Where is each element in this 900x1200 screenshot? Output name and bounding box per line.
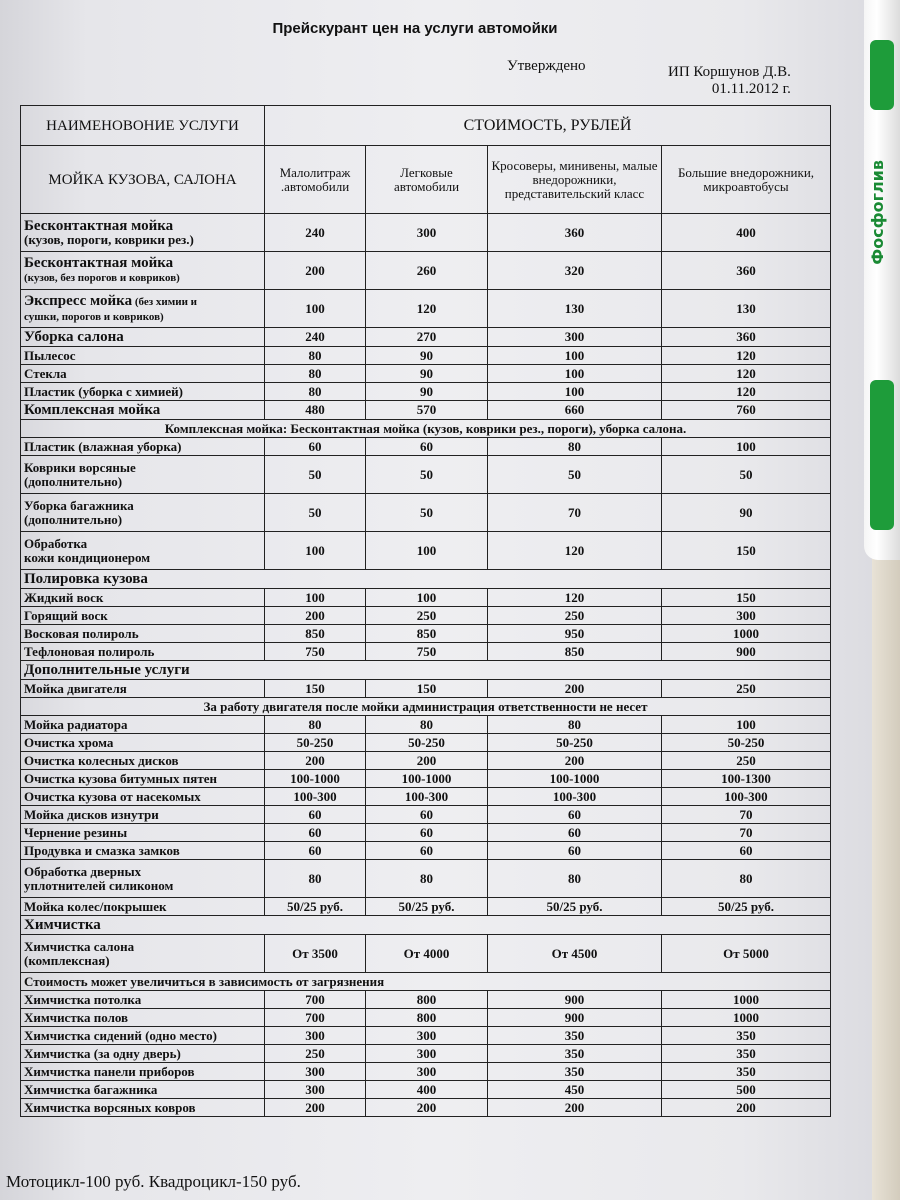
table-row <box>21 401 831 420</box>
service-detail: (кузов, без порогов и ковриков) <box>24 272 180 284</box>
table-row <box>21 806 831 824</box>
price-cell: 1000 <box>662 1009 831 1027</box>
price-cell: 120 <box>366 290 488 328</box>
price-cell: 100-1000 <box>265 770 366 788</box>
service-name <box>21 607 265 625</box>
price-cell: 360 <box>488 214 662 252</box>
service-title: Бесконтактная мойка <box>24 255 174 271</box>
table-row <box>21 1099 831 1117</box>
price-cell: От 5000 <box>662 935 831 973</box>
price-cell: 50/25 руб. <box>662 898 831 916</box>
price-cell: 200 <box>265 752 366 770</box>
price-cell: 50 <box>265 494 366 532</box>
price-cell: 50/25 руб. <box>265 898 366 916</box>
service-title: Химчистка панели приборов <box>24 1063 195 1079</box>
service-name <box>21 456 265 494</box>
service-name <box>21 734 265 752</box>
price-cell: 300 <box>265 1081 366 1099</box>
price-cell: 60 <box>265 438 366 456</box>
price-cell: 100-1000 <box>488 770 662 788</box>
pen <box>864 0 900 560</box>
service-detail: кожи кондиционером <box>24 549 151 565</box>
table-note: Стоимость может увеличиться в зависимость от загрязнения <box>21 973 831 991</box>
price-cell: 200 <box>488 752 662 770</box>
wash-section-header: МОЙКА КУЗОВА, САЛОНА <box>21 146 265 214</box>
table-row <box>21 290 831 328</box>
service-title: Горящий воск <box>24 607 108 623</box>
service-detail: (дополнительно) <box>24 511 123 527</box>
price-cell: 50-250 <box>265 734 366 752</box>
service-title: Восковая полироль <box>24 625 139 641</box>
price-cell: 50/25 руб. <box>488 898 662 916</box>
price-cell: 660 <box>488 401 662 420</box>
service-title: Очистка кузова от насекомых <box>24 788 201 804</box>
price-cell: 500 <box>662 1081 831 1099</box>
table-row <box>21 788 831 806</box>
price-cell: 300 <box>662 607 831 625</box>
table-note: Комплексная мойка: Бесконтактная мойка (кузов, коврики рез., пороги), уборка салона. <box>21 420 831 438</box>
price-cell: 240 <box>265 328 366 347</box>
approved-label: Утверждено <box>507 58 586 74</box>
price-cell: 270 <box>366 328 488 347</box>
section-row <box>21 916 831 935</box>
price-cell: 120 <box>488 589 662 607</box>
price-cell: 80 <box>265 716 366 734</box>
price-cell: 100-1000 <box>366 770 488 788</box>
service-title: Чернение резины <box>24 824 128 840</box>
price-cell: 100-300 <box>662 788 831 806</box>
section-title: Дополнительные услуги <box>21 661 831 680</box>
price-cell: 80 <box>265 365 366 383</box>
price-cell: 300 <box>265 1063 366 1081</box>
service-title: Пластик (влажная уборка) <box>24 438 182 454</box>
table-row <box>21 383 831 401</box>
price-cell: 300 <box>366 214 488 252</box>
price-cell: 570 <box>366 401 488 420</box>
price-cell: 400 <box>662 214 831 252</box>
price-cell: 60 <box>488 824 662 842</box>
price-cell: 300 <box>488 328 662 347</box>
price-cell: 50 <box>366 494 488 532</box>
table-row <box>21 991 831 1009</box>
table-row <box>21 935 831 973</box>
price-cell: 80 <box>488 438 662 456</box>
price-cell: 900 <box>662 643 831 661</box>
price-cell: 100 <box>265 589 366 607</box>
price-cell: 120 <box>662 383 831 401</box>
price-cell: 950 <box>488 625 662 643</box>
service-detail: (кузов, пороги, коврики рез.) <box>24 231 194 247</box>
service-title: Химчистка салона <box>24 938 135 954</box>
price-cell: 1000 <box>662 625 831 643</box>
category-small-cars: Малолитраж .автомобили <box>265 146 366 214</box>
price-cell: 100 <box>488 347 662 365</box>
price-cell: 480 <box>265 401 366 420</box>
service-name <box>21 824 265 842</box>
footer-note: Мотоцикл-100 руб. Квадроцикл-150 руб. <box>6 1172 301 1191</box>
price-cell: 70 <box>488 494 662 532</box>
price-cell: 200 <box>265 607 366 625</box>
price-cell: 60 <box>265 824 366 842</box>
price-cell: 60 <box>488 806 662 824</box>
note-row <box>21 698 831 716</box>
service-title: Химчистка потолка <box>24 991 142 1007</box>
price-cell: 50/25 руб. <box>366 898 488 916</box>
service-title: Очистка кузова битумных пятен <box>24 770 217 786</box>
price-cell: 240 <box>265 214 366 252</box>
price-cell: 300 <box>366 1063 488 1081</box>
table-row <box>21 347 831 365</box>
service-name <box>21 494 265 532</box>
price-cell: 150 <box>265 680 366 698</box>
table-row <box>21 494 831 532</box>
table-row <box>21 438 831 456</box>
price-cell: 80 <box>265 860 366 898</box>
price-cell: 300 <box>265 1027 366 1045</box>
service-title: Пластик (уборка с химией) <box>24 383 183 399</box>
price-cell: 50-250 <box>488 734 662 752</box>
price-cell: 300 <box>366 1045 488 1063</box>
price-cell: 50-250 <box>366 734 488 752</box>
service-name <box>21 625 265 643</box>
service-name <box>21 1099 265 1117</box>
table-note: За работу двигателя после мойки администрация ответственности не несет <box>21 698 831 716</box>
price-cell: 100-300 <box>265 788 366 806</box>
section-row <box>21 570 831 589</box>
price-cell: 60 <box>488 842 662 860</box>
pen-brand-label: Фосфоглив <box>868 160 887 265</box>
service-name <box>21 860 265 898</box>
table-row <box>21 214 831 252</box>
service-title: Экспресс мойка <box>24 292 133 309</box>
price-cell: 350 <box>488 1027 662 1045</box>
price-cell: 90 <box>366 383 488 401</box>
price-cell: 400 <box>366 1081 488 1099</box>
table-row <box>21 456 831 494</box>
price-cell: 100-1300 <box>662 770 831 788</box>
service-title: Обработка <box>24 535 88 551</box>
price-cell: 100 <box>265 290 366 328</box>
service-inline-detail: (без химии и <box>132 295 197 308</box>
price-cell: 80 <box>265 347 366 365</box>
price-cell: 350 <box>488 1045 662 1063</box>
price-cell: 900 <box>488 991 662 1009</box>
service-name <box>21 770 265 788</box>
service-title: Мойка двигателя <box>24 680 127 696</box>
price-cell: 250 <box>488 607 662 625</box>
table-row <box>21 824 831 842</box>
price-cell: 70 <box>662 806 831 824</box>
price-cell: 360 <box>662 252 831 290</box>
price-cell: 50-250 <box>662 734 831 752</box>
price-cell: 850 <box>366 625 488 643</box>
price-cell: 100 <box>366 532 488 570</box>
price-cell: 80 <box>488 860 662 898</box>
table-row <box>21 1081 831 1099</box>
price-cell: 50 <box>366 456 488 494</box>
service-title: Мойка радиатора <box>24 716 128 732</box>
service-name <box>21 252 265 290</box>
service-name <box>21 1027 265 1045</box>
service-name <box>21 716 265 734</box>
price-cell: 60 <box>366 842 488 860</box>
table-row <box>21 1045 831 1063</box>
table-row <box>21 643 831 661</box>
price-cell: 80 <box>366 860 488 898</box>
price-cell: 200 <box>662 1099 831 1117</box>
service-title: Химчистка ворсяных ковров <box>24 1099 196 1115</box>
price-cell: 120 <box>662 365 831 383</box>
service-title: Очистка колесных дисков <box>24 752 179 768</box>
service-title: Коврики ворсяные <box>24 459 136 475</box>
service-title: Уборка багажника <box>24 497 134 513</box>
price-cell: 850 <box>265 625 366 643</box>
service-detail: уплотнителей силиконом <box>24 877 174 893</box>
price-cell: 350 <box>662 1063 831 1081</box>
price-cell: 80 <box>265 383 366 401</box>
price-cell: 200 <box>366 752 488 770</box>
price-cell: 150 <box>366 680 488 698</box>
price-table-body <box>21 106 831 1117</box>
service-name <box>21 680 265 698</box>
price-cell: 750 <box>265 643 366 661</box>
service-name <box>21 643 265 661</box>
service-title: Обработка дверных <box>24 863 142 879</box>
table-row <box>21 589 831 607</box>
service-name <box>21 1045 265 1063</box>
price-cell: 250 <box>366 607 488 625</box>
table-row <box>21 328 831 347</box>
pen-green-stripe <box>870 40 894 110</box>
service-title: Уборка салона <box>24 329 124 345</box>
price-cell: 100 <box>662 438 831 456</box>
service-name <box>21 1009 265 1027</box>
price-cell: 100 <box>366 589 488 607</box>
price-cell: 120 <box>662 347 831 365</box>
service-title: Химчистка багажника <box>24 1081 158 1097</box>
service-name <box>21 438 265 456</box>
service-name <box>21 347 265 365</box>
price-cell: 350 <box>662 1027 831 1045</box>
price-cell: 1000 <box>662 991 831 1009</box>
signer-block <box>668 64 791 98</box>
price-cell: 100 <box>488 383 662 401</box>
service-title: Пылесос <box>24 347 76 363</box>
table-row <box>21 252 831 290</box>
price-cell: 60 <box>265 842 366 860</box>
price-cell: 800 <box>366 1009 488 1027</box>
price-cell: 80 <box>662 860 831 898</box>
price-cell: 350 <box>662 1045 831 1063</box>
price-cell: 700 <box>265 1009 366 1027</box>
price-cell: 260 <box>366 252 488 290</box>
section-title: Полировка кузова <box>21 570 831 589</box>
table-row <box>21 532 831 570</box>
table-row <box>21 365 831 383</box>
service-name <box>21 401 265 420</box>
service-name <box>21 290 265 328</box>
price-cell: 300 <box>366 1027 488 1045</box>
table-row <box>21 680 831 698</box>
table-row <box>21 752 831 770</box>
price-cell: 200 <box>265 1099 366 1117</box>
service-title: Химчистка сидений (одно место) <box>24 1027 217 1043</box>
table-row <box>21 1009 831 1027</box>
service-name <box>21 806 265 824</box>
service-name <box>21 991 265 1009</box>
price-cell: 360 <box>662 328 831 347</box>
price-cell: 50 <box>265 456 366 494</box>
price-cell: 150 <box>662 589 831 607</box>
table-row <box>21 1027 831 1045</box>
table-row <box>21 607 831 625</box>
price-cell: 70 <box>662 824 831 842</box>
pen-green-stripe <box>870 380 894 530</box>
price-cell: 90 <box>366 365 488 383</box>
category-large-suv: Большие внедорожники, микроавтобусы <box>662 146 831 214</box>
service-name <box>21 383 265 401</box>
price-cell: 60 <box>662 842 831 860</box>
service-name <box>21 589 265 607</box>
note-row <box>21 973 831 991</box>
table-row <box>21 860 831 898</box>
service-title: Стекла <box>24 365 67 381</box>
section-title: Химчистка <box>21 916 831 935</box>
service-title: Комплексная мойка <box>24 402 161 418</box>
price-cell: 60 <box>366 824 488 842</box>
price-cell: 760 <box>662 401 831 420</box>
price-cell: 50 <box>488 456 662 494</box>
category-header-row <box>21 146 831 214</box>
service-name <box>21 214 265 252</box>
service-name <box>21 842 265 860</box>
price-cell: 50 <box>662 456 831 494</box>
price-cell: 150 <box>662 532 831 570</box>
table-row <box>21 1063 831 1081</box>
category-passenger-cars: Легковые автомобили <box>366 146 488 214</box>
price-cell: 750 <box>366 643 488 661</box>
price-cell: 200 <box>488 680 662 698</box>
price-cell: 130 <box>488 290 662 328</box>
price-cell: 250 <box>662 752 831 770</box>
price-cell: 60 <box>366 438 488 456</box>
service-name <box>21 1081 265 1099</box>
table-row <box>21 770 831 788</box>
service-title: Мойка колес/покрышек <box>24 898 167 914</box>
service-title: Химчистка (за одну дверь) <box>24 1045 181 1061</box>
price-cell: 100 <box>488 365 662 383</box>
note-row <box>21 420 831 438</box>
price-cell: 200 <box>366 1099 488 1117</box>
price-cell: 450 <box>488 1081 662 1099</box>
table-header-row <box>21 106 831 146</box>
price-cell: 100 <box>265 532 366 570</box>
price-cell: 250 <box>662 680 831 698</box>
price-cell: 90 <box>662 494 831 532</box>
service-detail: (комплексная) <box>24 952 110 968</box>
table-row <box>21 842 831 860</box>
price-cell: 120 <box>488 532 662 570</box>
table-row <box>21 716 831 734</box>
price-cell: 60 <box>366 806 488 824</box>
price-cell: От 4000 <box>366 935 488 973</box>
service-name <box>21 532 265 570</box>
service-name <box>21 752 265 770</box>
cost-header: СТОИМОСТЬ, РУБЛЕЙ <box>265 106 831 146</box>
price-cell: 200 <box>265 252 366 290</box>
price-cell: 80 <box>488 716 662 734</box>
table-row <box>21 898 831 916</box>
price-cell: От 3500 <box>265 935 366 973</box>
signer-name: ИП Коршунов Д.В. <box>668 64 791 80</box>
price-cell: 80 <box>366 716 488 734</box>
price-table <box>20 105 831 1117</box>
price-cell: 100-300 <box>366 788 488 806</box>
service-name <box>21 935 265 973</box>
price-cell: 350 <box>488 1063 662 1081</box>
service-title: Мойка дисков изнутри <box>24 806 159 822</box>
service-name <box>21 788 265 806</box>
service-title: Тефлоновая полироль <box>24 643 155 659</box>
category-crossovers: Кросоверы, минивены, малые внедорожники, представительский класс <box>488 146 662 214</box>
section-row <box>21 661 831 680</box>
price-cell: 320 <box>488 252 662 290</box>
price-cell: 100 <box>662 716 831 734</box>
service-name <box>21 365 265 383</box>
service-name-header: НАИМЕНОВОНИЕ УСЛУГИ <box>21 106 265 146</box>
price-cell: 200 <box>488 1099 662 1117</box>
service-title: Жидкий воск <box>24 589 104 605</box>
price-cell: 700 <box>265 991 366 1009</box>
price-cell: От 4500 <box>488 935 662 973</box>
service-title: Бесконтактная мойка <box>24 217 174 234</box>
service-detail: (дополнительно) <box>24 473 123 489</box>
table-row <box>21 734 831 752</box>
approval-date: 01.11.2012 г. <box>711 81 791 97</box>
price-cell: 60 <box>265 806 366 824</box>
price-cell: 100-300 <box>488 788 662 806</box>
service-name <box>21 898 265 916</box>
page-title: Прейскурант цен на услуги автомойки <box>272 20 558 37</box>
price-cell: 250 <box>265 1045 366 1063</box>
service-title: Очистка хрома <box>24 734 114 750</box>
service-title: Продувка и смазка замков <box>24 842 180 858</box>
price-cell: 900 <box>488 1009 662 1027</box>
price-cell: 800 <box>366 991 488 1009</box>
price-cell: 850 <box>488 643 662 661</box>
service-name <box>21 1063 265 1081</box>
price-cell: 90 <box>366 347 488 365</box>
service-name <box>21 328 265 347</box>
table-row <box>21 625 831 643</box>
service-title: Химчистка полов <box>24 1009 129 1025</box>
service-detail: сушки, порогов и ковриков) <box>24 310 164 323</box>
price-cell: 130 <box>662 290 831 328</box>
